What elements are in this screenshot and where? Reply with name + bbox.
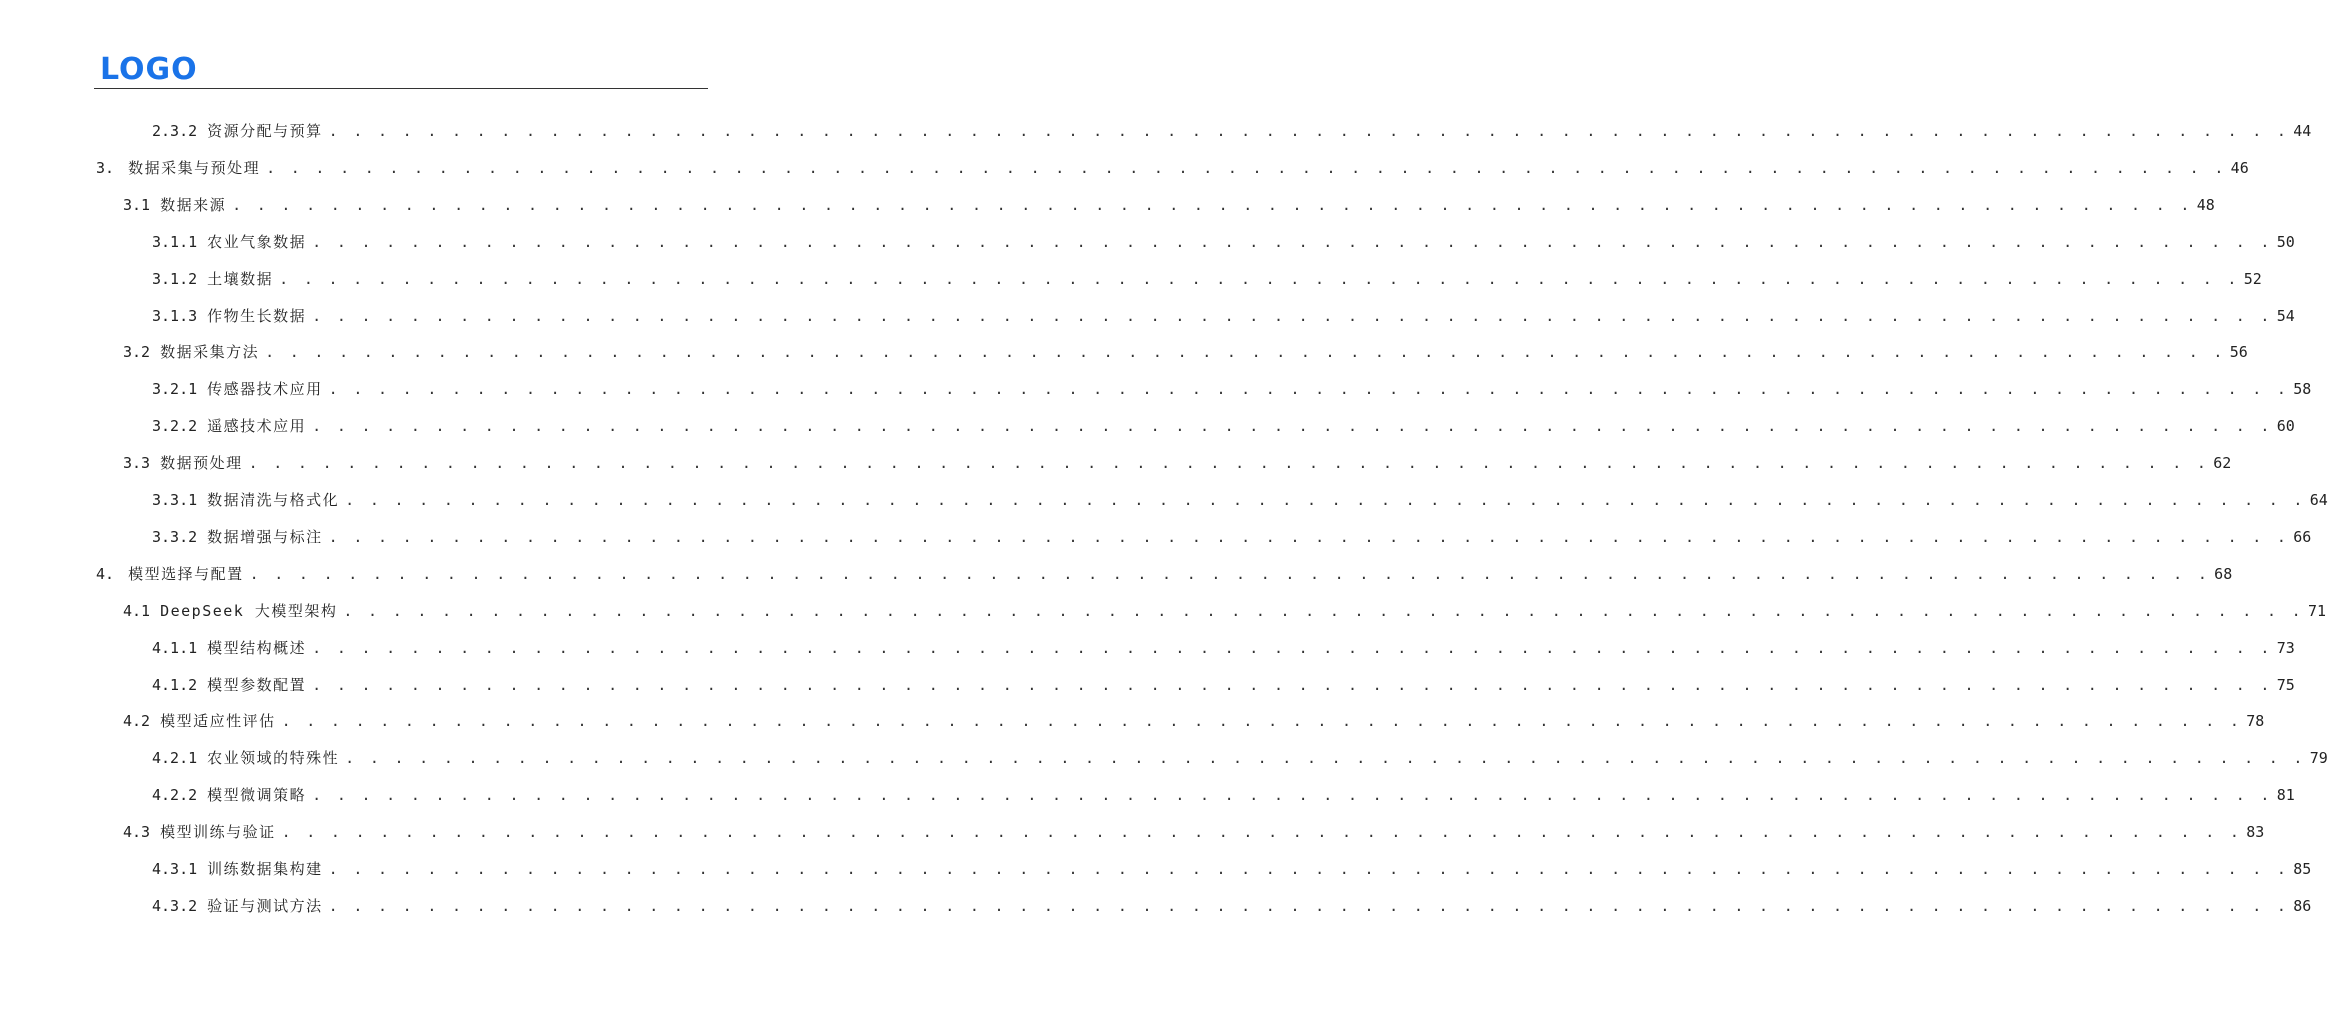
toc-entry[interactable] [152,783,2295,807]
toc-dot-leader: . . . . . . . . . . . . . . . . . . . . . . . . . . . . . . . . . . . . . . . . . . . . . . . . . . . . . . . . . . . . . . . . . . . . . . . . . . . . . . . . [312,639,2273,657]
toc-entry[interactable] [123,820,2265,844]
toc-entry[interactable] [96,562,2233,586]
toc-entry-number: 4.2.2 [152,786,198,804]
toc-entry-number: 3.1 [123,196,151,214]
toc-entry-page-number: 46 [2230,159,2249,177]
toc-entry[interactable] [123,599,2327,623]
toc-entry-page-number: 78 [2246,712,2265,730]
toc-entry-number: 3.1.2 [152,270,198,288]
toc-entry-page-number: 68 [2214,565,2233,583]
toc-dot-leader: . . . . . . . . . . . . . . . . . . . . . . . . . . . . . . . . . . . . . . . . . . . . . . . . . . . . . . . . . . . . . . . . . . . . . . . . . . . . . . . . [312,233,2273,251]
toc-entry-page-number: 54 [2276,307,2295,325]
toc-dot-leader: . . . . . . . . . . . . . . . . . . . . . . . . . . . . . . . . . . . . . . . . . . . . . . . . . . . . . . . . . . . . . . . . . . . . . . . . . . . . . . . . [345,749,2306,767]
toc-entry-number: 4.3.2 [152,897,198,915]
toc-dot-leader: . . . . . . . . . . . . . . . . . . . . . . . . . . . . . . . . . . . . . . . . . . . . . . . . . . . . . . . . . . . . . . . . . . . . . . . . . . . . . . . . [248,454,2210,472]
logo: LOGO [100,52,198,87]
toc-entry-page-number: 66 [2293,528,2312,546]
toc-entry-number: 3.1.3 [152,307,198,325]
toc-dot-leader: . . . . . . . . . . . . . . . . . . . . . . . . . . . . . . . . . . . . . . . . . . . . . . . . . . . . . . . . . . . . . . . . . . . . . . . . . . . . . . . . [232,196,2193,214]
toc-entry[interactable] [152,488,2328,512]
toc-entry-number: 3. [96,159,115,177]
page-header [94,50,708,89]
toc-entry-number: 3.3 [123,454,151,472]
toc-dot-leader: . . . . . . . . . . . . . . . . . . . . . . . . . . . . . . . . . . . . . . . . . . . . . . . . . . . . . . . . . . . . . . . . . . . . . . . . . . . . . . . . [312,417,2273,435]
toc-entry[interactable] [123,193,2215,217]
toc-entry[interactable] [152,525,2312,549]
toc-entry[interactable] [123,340,2248,364]
toc-entry-page-number: 79 [2309,749,2328,767]
toc-entry[interactable] [152,746,2328,770]
toc-entry-page-number: 56 [2229,343,2248,361]
toc-dot-leader: . . . . . . . . . . . . . . . . . . . . . . . . . . . . . . . . . . . . . . . . . . . . . . . . . . . . . . . . . . . . . . . . . . . . . . . . . . . . . . . . [328,122,2290,140]
toc-entry[interactable] [123,451,2232,475]
toc-entry[interactable] [96,156,2249,180]
toc-entry-number: 4.2.1 [152,749,198,767]
toc-entry-number: 3.1.1 [152,233,198,251]
toc-entry-title: 数据增强与标注 [207,528,323,546]
toc-entry-page-number: 64 [2309,491,2328,509]
toc-dot-leader: . . . . . . . . . . . . . . . . . . . . . . . . . . . . . . . . . . . . . . . . . . . . . . . . . . . . . . . . . . . . . . . . . . . . . . . . . . . . . . . . [312,676,2273,694]
toc-entry-number: 3.3.1 [152,491,198,509]
toc-entry-page-number: 71 [2307,602,2327,620]
toc-entry[interactable] [152,857,2312,881]
toc-entry-title: 模型适应性评估 [160,712,276,730]
toc-entry-title: 数据采集方法 [160,343,260,361]
toc-entry-page-number: 75 [2276,676,2295,694]
toc-entry-title: 作物生长数据 [207,307,307,325]
toc-dot-leader: . . . . . . . . . . . . . . . . . . . . . . . . . . . . . . . . . . . . . . . . . . . . . . . . . . . . . . . . . . . . . . . . . . . . . . . . . . . . . . . . [312,307,2273,325]
toc-entry-page-number: 44 [2293,122,2312,140]
toc-dot-leader: . . . . . . . . . . . . . . . . . . . . . . . . . . . . . . . . . . . . . . . . . . . . . . . . . . . . . . . . . . . . . . . . . . . . . . . . . . . . . . . . [281,823,2243,841]
toc-entry-number: 3.2.2 [152,417,198,435]
toc-dot-leader: . . . . . . . . . . . . . . . . . . . . . . . . . . . . . . . . . . . . . . . . . . . . . . . . . . . . . . . . . . . . . . . . . . . . . . . . . . . . . . . . [328,860,2290,878]
toc-entry-title: DeepSeek 大模型架构 [160,602,338,620]
toc-dot-leader: . . . . . . . . . . . . . . . . . . . . . . . . . . . . . . . . . . . . . . . . . . . . . . . . . . . . . . . . . . . . . . . . . . . . . . . . . . . . . . . . [281,712,2243,730]
toc-entry-title: 模型参数配置 [207,676,307,694]
toc-entry-page-number: 58 [2293,380,2312,398]
toc-dot-leader: . . . . . . . . . . . . . . . . . . . . . . . . . . . . . . . . . . . . . . . . . . . . . . . . . . . . . . . . . . . . . . . . . . . . . . . . . . . . . . . . [279,270,2240,288]
toc-entry[interactable] [152,119,2312,143]
toc-entry-title: 土壤数据 [207,270,274,288]
toc-entry-title: 数据清洗与格式化 [207,491,340,509]
toc-dot-leader: . . . . . . . . . . . . . . . . . . . . . . . . . . . . . . . . . . . . . . . . . . . . . . . . . . . . . . . . . . . . . . . . . . . . . . . . . . . . . . . . [345,491,2306,509]
toc-entry-page-number: 83 [2246,823,2265,841]
toc-entry-title: 资源分配与预算 [207,122,323,140]
toc-entry-title: 模型选择与配置 [128,565,244,583]
toc-entry-number: 4.3.1 [152,860,198,878]
toc-entry-title: 验证与测试方法 [207,897,323,915]
toc-entry-page-number: 86 [2293,897,2312,915]
toc-dot-leader: . . . . . . . . . . . . . . . . . . . . . . . . . . . . . . . . . . . . . . . . . . . . . . . . . . . . . . . . . . . . . . . . . . . . . . . . . . . . . . . . [343,602,2304,620]
toc-entry-page-number: 52 [2243,270,2262,288]
toc-entry-page-number: 62 [2213,454,2232,472]
toc-entry-title: 传感器技术应用 [207,380,323,398]
toc-entry-page-number: 48 [2196,196,2215,214]
toc-entry[interactable] [152,304,2295,328]
toc-entry-number: 3.2 [123,343,151,361]
toc-entry[interactable] [152,894,2312,918]
toc-entry-title: 农业气象数据 [207,233,307,251]
toc-entry-page-number: 81 [2276,786,2295,804]
toc-entry[interactable] [123,709,2265,733]
toc-dot-leader: . . . . . . . . . . . . . . . . . . . . . . . . . . . . . . . . . . . . . . . . . . . . . . . . . . . . . . . . . . . . . . . . . . . . . . . . . . . . . . . . [249,565,2211,583]
toc-entry-number: 4.2 [123,712,151,730]
toc-entry[interactable] [152,230,2295,254]
toc-entry-number: 4.3 [123,823,151,841]
toc-entry-number: 4.1.1 [152,639,198,657]
toc-dot-leader: . . . . . . . . . . . . . . . . . . . . . . . . . . . . . . . . . . . . . . . . . . . . . . . . . . . . . . . . . . . . . . . . . . . . . . . . . . . . . . . . [312,786,2273,804]
toc-entry-title: 模型训练与验证 [160,823,276,841]
toc-entry-number: 2.3.2 [152,122,198,140]
toc-entry[interactable] [152,673,2295,697]
toc-entry-title: 遥感技术应用 [207,417,307,435]
toc-entry-title: 数据预处理 [160,454,243,472]
toc-entry-page-number: 73 [2276,639,2295,657]
toc-dot-leader: . . . . . . . . . . . . . . . . . . . . . . . . . . . . . . . . . . . . . . . . . . . . . . . . . . . . . . . . . . . . . . . . . . . . . . . . . . . . . . . . [266,159,2227,177]
toc-entry-title: 数据采集与预处理 [128,159,261,177]
toc-entry-page-number: 85 [2293,860,2312,878]
toc-entry-title: 数据来源 [160,196,227,214]
toc-dot-leader: . . . . . . . . . . . . . . . . . . . . . . . . . . . . . . . . . . . . . . . . . . . . . . . . . . . . . . . . . . . . . . . . . . . . . . . . . . . . . . . . [328,528,2290,546]
toc-entry-title: 模型微调策略 [207,786,307,804]
toc-entry-number: 3.3.2 [152,528,198,546]
toc-entry-number: 4. [96,565,115,583]
toc-entry-title: 模型结构概述 [207,639,307,657]
toc-entry-number: 3.2.1 [152,380,198,398]
toc-entry[interactable] [152,636,2295,660]
toc-entry-page-number: 60 [2276,417,2295,435]
toc-entry-number: 4.1 [123,602,151,620]
toc-entry[interactable] [152,267,2262,291]
toc-dot-leader: . . . . . . . . . . . . . . . . . . . . . . . . . . . . . . . . . . . . . . . . . . . . . . . . . . . . . . . . . . . . . . . . . . . . . . . . . . . . . . . . [265,343,2226,361]
toc-entry-number: 4.1.2 [152,676,198,694]
toc-entry-title: 农业领域的特殊性 [207,749,340,767]
toc-entry[interactable] [152,414,2295,438]
toc-entry-title: 训练数据集构建 [207,860,323,878]
toc-entry[interactable] [152,377,2312,401]
toc-dot-leader: . . . . . . . . . . . . . . . . . . . . . . . . . . . . . . . . . . . . . . . . . . . . . . . . . . . . . . . . . . . . . . . . . . . . . . . . . . . . . . . . [328,897,2290,915]
toc-dot-leader: . . . . . . . . . . . . . . . . . . . . . . . . . . . . . . . . . . . . . . . . . . . . . . . . . . . . . . . . . . . . . . . . . . . . . . . . . . . . . . . . [328,380,2290,398]
toc-entry-page-number: 50 [2276,233,2295,251]
